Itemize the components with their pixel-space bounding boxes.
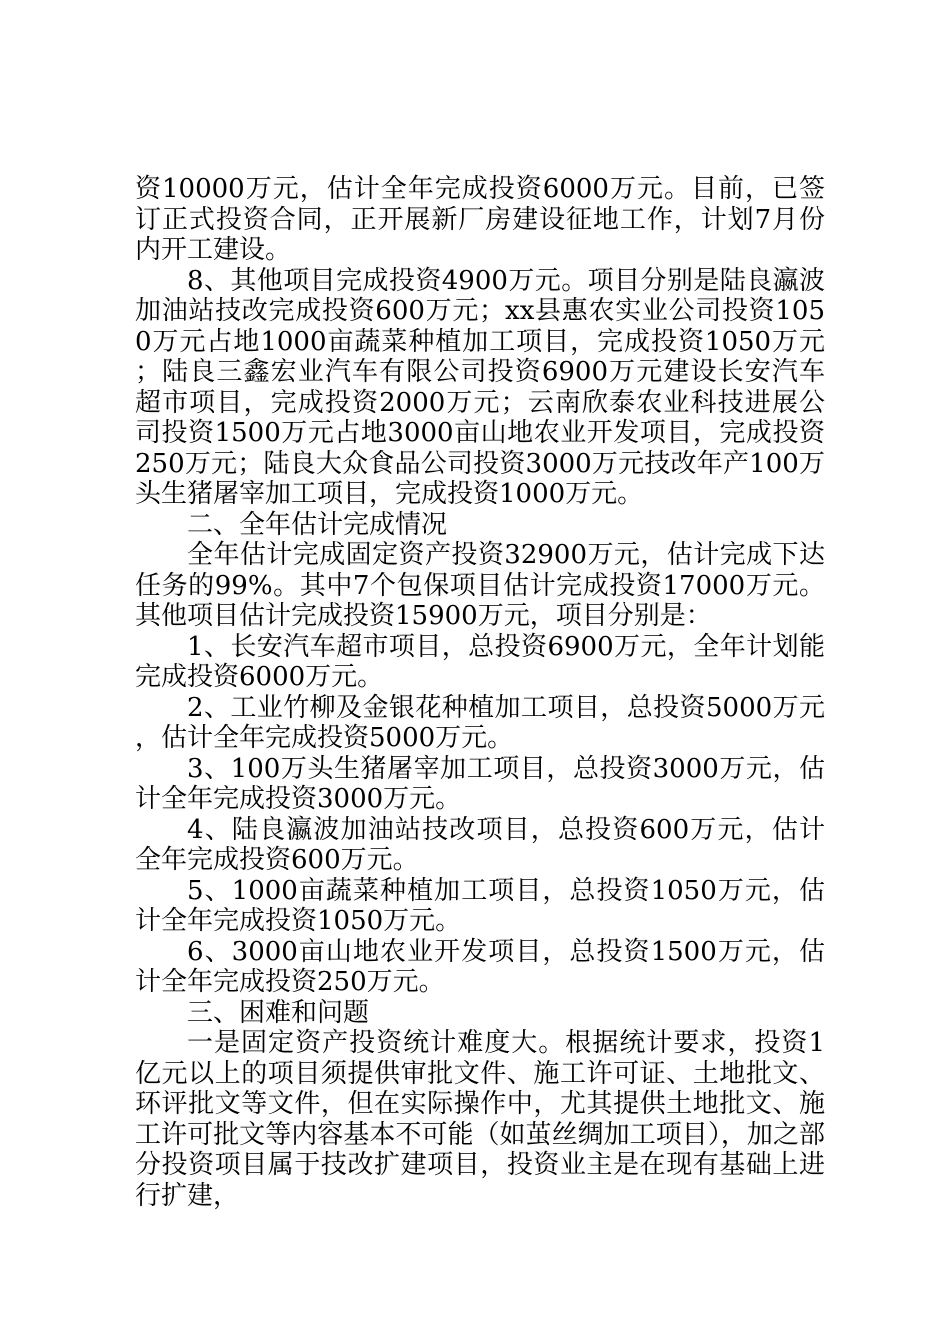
list-item-project-4: 4、陆良瀛波加油站技改项目，总投资600万元，估计全年完成投资600万元。 [135,814,825,875]
list-item-project-5: 5、1000亩蔬菜种植加工项目，总投资1050万元，估计全年完成投资1050万元。 [135,875,825,936]
document-body [135,174,825,1211]
section-heading-difficulties: 三、困难和问题 [187,997,370,1028]
list-item-project-1: 1、长安汽车超市项目，总投资6900万元，全年计划能完成投资6000万元。 [135,631,825,692]
paragraph-difficulties: 一是固定资产投资统计难度大。根据统计要求，投资1亿元以上的项目须提供审批文件、施工许可证、土地批文、环评批文等文件，但在实际操作中，尤其提供土地批文、施工许可批文等内容基本不可能（如茧丝绸加工项目），加之部分投资项目属于技改扩建项目，投资业主是在现有基础上进行扩建， [135,1028,825,1211]
paragraph-continuation: 资10000万元，估计全年完成投资6000万元。目前，已签订正式投资合同，正开展新厂房建设征地工作，计划7月份内开工建设。 [135,174,825,265]
section-heading-annual-estimate: 二、全年估计完成情况 [187,509,448,540]
paragraph-annual-estimate: 全年估计完成固定资产投资32900万元，估计完成下达任务的99%。其中7个包保项目估计完成投资17000万元。其他项目估计完成投资15900万元，项目分别是： [135,540,825,631]
list-item-project-3: 3、100万头生猪屠宰加工项目，总投资3000万元，估计全年完成投资3000万元。 [135,753,825,814]
paragraph-other-projects: 8、其他项目完成投资4900万元。项目分别是陆良瀛波加油站技改完成投资600万元；xx县惠农实业公司投资1050万元占地1000亩蔬菜种植加工项目，完成投资1050万元；陆良三鑫宏业汽车有限公司投资6900万元建设长安汽车超市项目，完成投资2000万元；云南欣泰农业科技进展公司投资1500万元占地3000亩山地农业开发项目，完成投资250万元；陆良大众食品公司投资3000万元技改年产100万头生猪屠宰加工项目，完成投资1000万元。 [135,265,825,509]
list-item-project-6: 6、3000亩山地农业开发项目，总投资1500万元，估计全年完成投资250万元。 [135,936,825,997]
list-item-project-2: 2、工业竹柳及金银花种植加工项目，总投资5000万元，估计全年完成投资5000万元。 [135,692,825,753]
